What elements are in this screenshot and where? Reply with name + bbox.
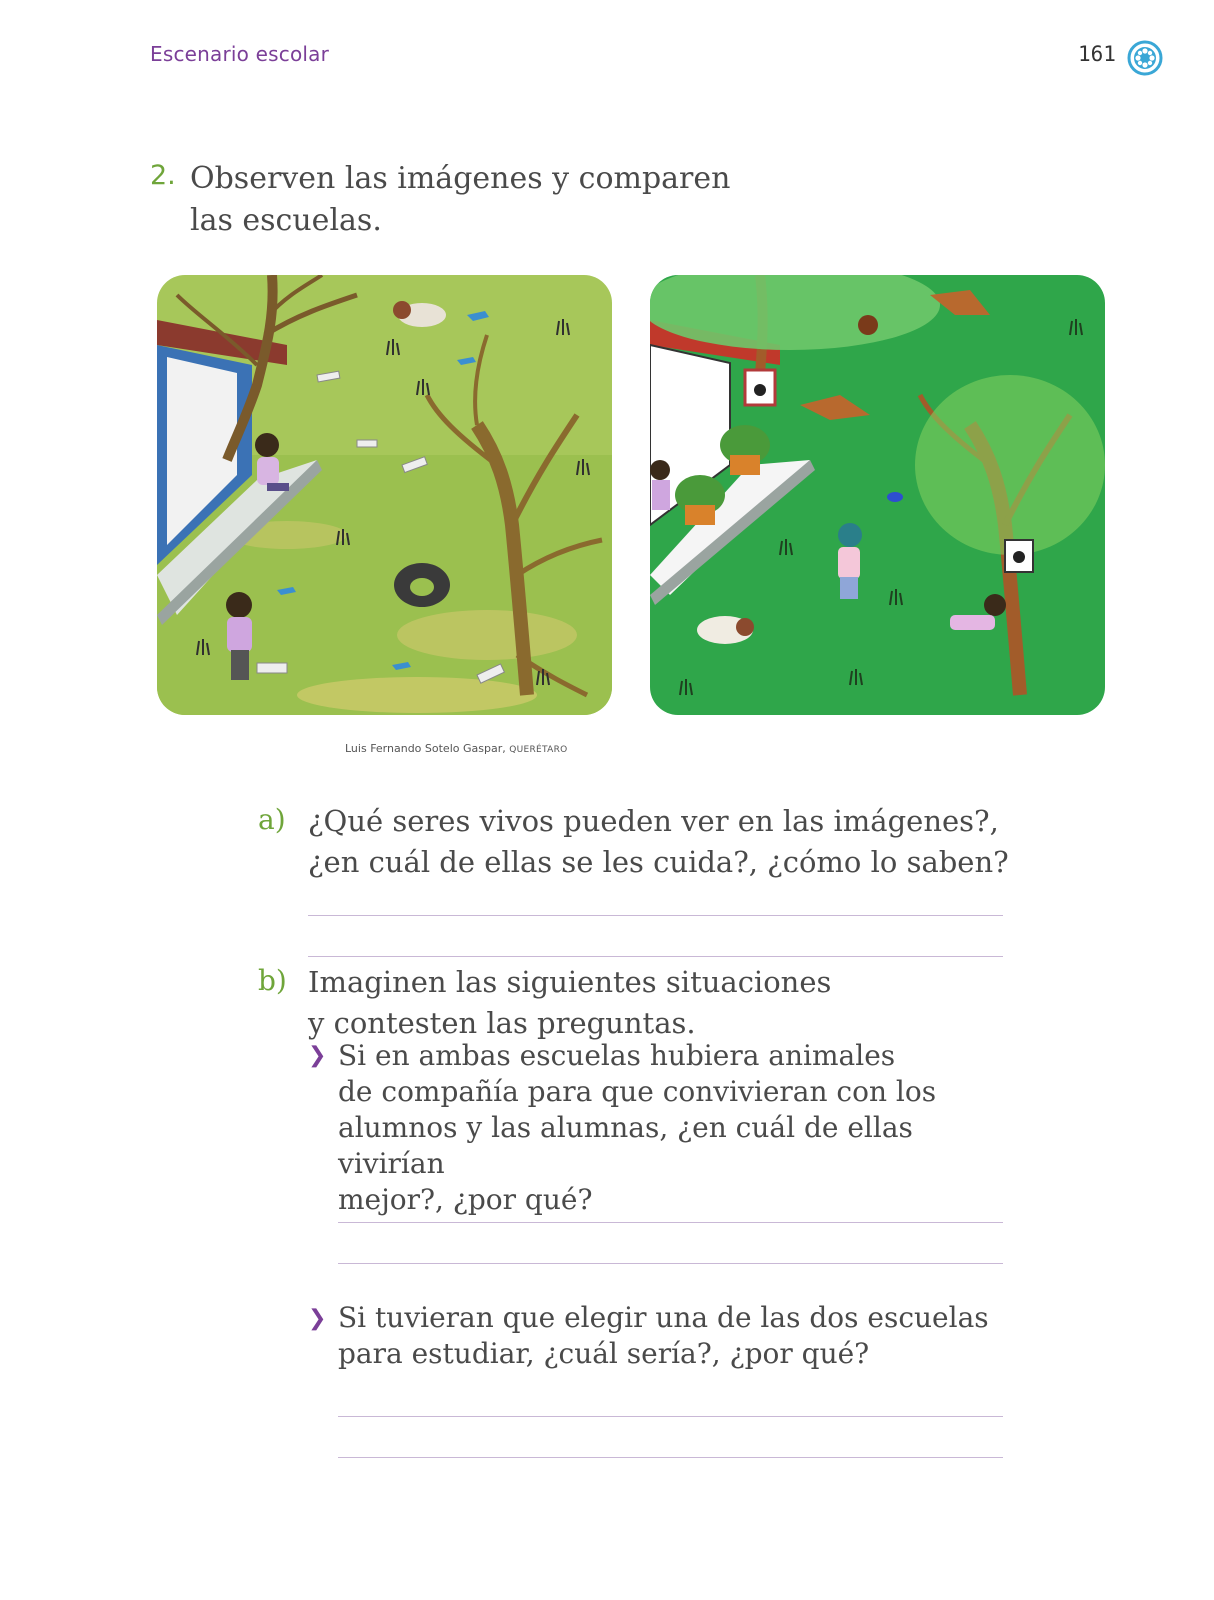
question-b-text bbox=[308, 962, 1028, 1044]
bullet-1-line: Si en ambas escuelas hubiera animales bbox=[338, 1039, 896, 1072]
bullet-1-line: mejor?, ¿por qué? bbox=[338, 1183, 593, 1216]
bullet-2-line: para estudiar, ¿cuál sería?, ¿por qué? bbox=[338, 1337, 870, 1370]
section-label: Escenario escolar bbox=[150, 42, 330, 66]
bullet-marker-icon: ❯ bbox=[308, 1043, 327, 1068]
bullet-1-line: de compañía para que convivieran con los bbox=[338, 1075, 937, 1108]
neglected-school-illustration bbox=[157, 275, 612, 715]
credit-place: QUERÉTARO bbox=[509, 745, 568, 755]
instruction-number: 2. bbox=[150, 160, 176, 191]
instruction-line-1: Observen las imágenes y comparen bbox=[190, 161, 731, 196]
answer-line-b4[interactable] bbox=[338, 1457, 1003, 1458]
bullet-1-text bbox=[338, 1038, 1018, 1218]
bullet-marker-icon: ❯ bbox=[308, 1306, 327, 1331]
cared-school-illustration bbox=[650, 275, 1105, 715]
bullet-2-text bbox=[338, 1300, 1018, 1372]
question-a-line-2: ¿en cuál de ellas se les cuida?, ¿cómo lo saben? bbox=[308, 845, 1009, 879]
credit-author: Luis Fernando Sotelo Gaspar, bbox=[345, 742, 506, 755]
answer-line-b1[interactable] bbox=[338, 1222, 1003, 1223]
answer-line-a1[interactable] bbox=[308, 915, 1003, 916]
question-a-line-1: ¿Qué seres vivos pueden ver en las imágenes?, bbox=[308, 804, 999, 838]
answer-line-b2[interactable] bbox=[338, 1263, 1003, 1264]
question-b-letter: b) bbox=[258, 964, 287, 997]
answer-line-b3[interactable] bbox=[338, 1416, 1003, 1417]
flower-badge-icon bbox=[1127, 40, 1163, 76]
question-b-line-2: y contesten las preguntas. bbox=[308, 1006, 696, 1040]
bullet-1-line: alumnos y las alumnas, ¿en cuál de ellas vivirían bbox=[338, 1111, 913, 1180]
question-a-letter: a) bbox=[258, 803, 286, 836]
illustration-credit bbox=[345, 742, 568, 755]
question-a-text bbox=[308, 801, 1028, 883]
instruction-text bbox=[190, 158, 810, 242]
answer-line-a2[interactable] bbox=[308, 956, 1003, 957]
question-b-line-1: Imaginen las siguientes situaciones bbox=[308, 965, 832, 999]
page-number: 161 bbox=[1078, 42, 1116, 66]
bullet-2-line: Si tuvieran que elegir una de las dos escuelas bbox=[338, 1301, 989, 1334]
instruction-line-2: las escuelas. bbox=[190, 203, 382, 238]
